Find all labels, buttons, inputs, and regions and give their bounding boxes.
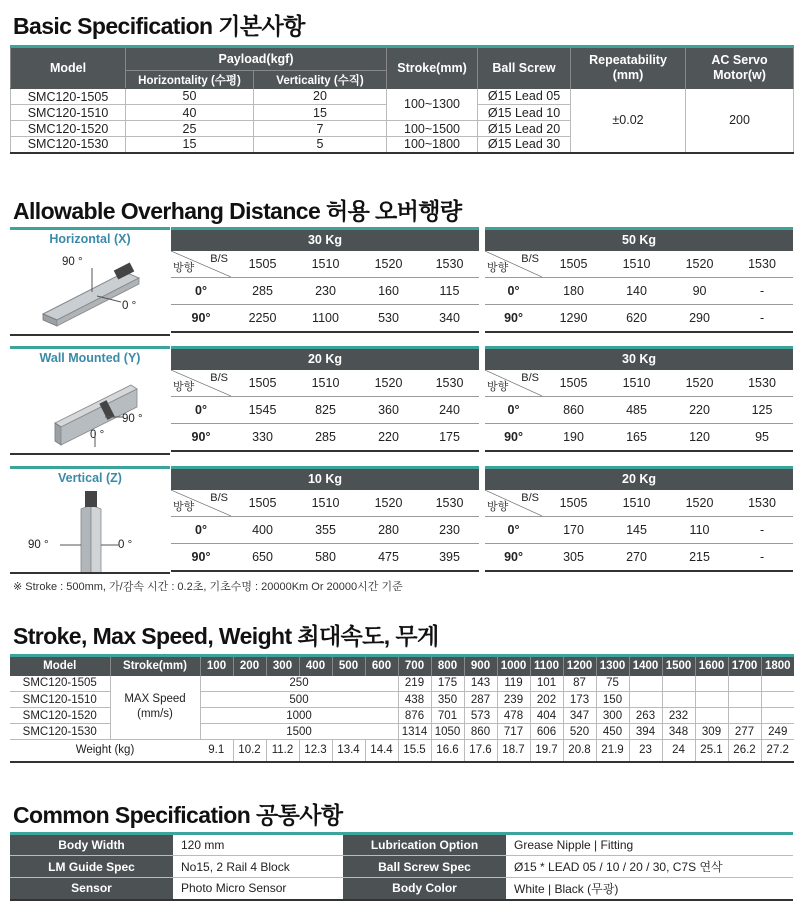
stroke-header: 1300 (596, 656, 629, 676)
bs-direction-corner (482, 370, 542, 397)
weight-row (10, 740, 794, 762)
wall-actuator-icon (15, 371, 165, 451)
angle-90-label: 90 ° (122, 413, 143, 425)
section-title-common: Common Specification 공통사항 (13, 802, 343, 828)
spec-key: Sensor (10, 878, 173, 900)
model-cell: SMC120-1530 (10, 724, 110, 740)
col-header: 1505 (542, 490, 605, 517)
speed-cell: 573 (464, 708, 497, 724)
value-cell: 620 (605, 305, 668, 332)
col-header: 1505 (231, 370, 294, 397)
col-header: 1510 (294, 370, 357, 397)
value-cell: 1545 (231, 397, 294, 424)
angle-0-label: 0 ° (122, 300, 137, 312)
table-row (171, 370, 793, 397)
weight-cell: 12.3 (299, 740, 332, 762)
header-verticality: Verticality (수직) (254, 71, 387, 89)
speed-cell: 300 (596, 708, 629, 724)
empty-cell (728, 708, 761, 724)
speed-cell: 350 (431, 692, 464, 708)
weight-cell: 9.1 (200, 740, 233, 762)
bs-label: B/S (210, 252, 228, 265)
value-cell: 280 (357, 517, 420, 544)
direction-label: 방향 (487, 262, 509, 274)
speed-cell: 717 (497, 724, 530, 740)
table-row (10, 878, 793, 900)
empty-cell (629, 676, 662, 692)
stroke-cell: 100~1300 (387, 89, 478, 121)
model-cell: SMC120-1510 (11, 105, 126, 121)
value-cell: 220 (668, 397, 731, 424)
stroke-header: 600 (365, 656, 398, 676)
spec-value: Photo Micro Sensor (173, 878, 343, 900)
speed-cell: 101 (530, 676, 563, 692)
table-row (10, 856, 793, 878)
col-header: 1530 (731, 251, 793, 278)
overhang-vertical-table (171, 466, 793, 572)
speed-base-cell: 1500 (200, 724, 398, 740)
section-title-basic: Basic Specification 기본사항 (13, 13, 305, 39)
speed-cell: 143 (464, 676, 497, 692)
value-cell: 175 (420, 424, 482, 451)
speed-cell: 150 (596, 692, 629, 708)
speed-cell: 701 (431, 708, 464, 724)
speed-cell: 438 (398, 692, 431, 708)
value-cell: 290 (668, 305, 731, 332)
max-speed-label-line1: MAX Speed (124, 693, 186, 706)
angle-90-label: 90 ° (28, 539, 49, 551)
value-cell: 115 (420, 278, 482, 305)
vertical-label: Vertical (Z) (58, 471, 122, 485)
value-cell: 120 (668, 424, 731, 451)
angle-0-label: 0 ° (118, 539, 133, 551)
angle-cell: 90° (482, 424, 542, 451)
bs-direction-corner (171, 490, 231, 517)
table-row (171, 517, 793, 544)
speed-base-cell: 250 (200, 676, 398, 692)
stroke-header: 300 (266, 656, 299, 676)
stroke-header: 1100 (530, 656, 563, 676)
speed-cell: 263 (629, 708, 662, 724)
col-header: 1530 (420, 370, 482, 397)
value-cell: 160 (357, 278, 420, 305)
table-row (11, 89, 794, 105)
col-header: 1520 (357, 251, 420, 278)
weight-cell: 23 (629, 740, 662, 762)
value-cell: 125 (731, 397, 793, 424)
stroke-header: 1800 (761, 656, 794, 676)
table-row (171, 251, 793, 278)
vertical-actuator-icon (15, 489, 165, 574)
vertical-diagram-panel (10, 466, 170, 574)
weight-cell: 21.9 (596, 740, 629, 762)
load-header: 30 Kg (171, 229, 482, 251)
header-stroke: Stroke(mm) (387, 47, 478, 89)
max-speed-label (110, 676, 200, 740)
speed-weight-table (10, 654, 794, 763)
spec-key: LM Guide Spec (10, 856, 173, 878)
direction-label: 방향 (487, 381, 509, 393)
header-model: Model (11, 47, 126, 89)
table-row (10, 676, 794, 692)
value-cell: 340 (420, 305, 482, 332)
empty-cell (662, 676, 695, 692)
vertical-payload: 5 (254, 137, 387, 153)
speed-cell: 202 (530, 692, 563, 708)
speed-cell: 478 (497, 708, 530, 724)
load-header: 20 Kg (171, 348, 482, 370)
speed-cell: 450 (596, 724, 629, 740)
speed-cell: 119 (497, 676, 530, 692)
stroke-header: 400 (299, 656, 332, 676)
bs-label: B/S (521, 491, 540, 504)
col-header: 1505 (231, 251, 294, 278)
value-cell: 860 (542, 397, 605, 424)
angle-cell: 90° (171, 544, 231, 571)
value-cell: 330 (231, 424, 294, 451)
value-cell: 90 (668, 278, 731, 305)
model-cell: SMC120-1510 (10, 692, 110, 708)
weight-cell: 14.4 (365, 740, 398, 762)
speed-cell: 876 (398, 708, 431, 724)
col-header: 1530 (420, 490, 482, 517)
speed-cell: 520 (563, 724, 596, 740)
horizontal-payload: 50 (126, 89, 254, 105)
panel-bottom-rule (10, 334, 170, 336)
weight-cell: 10.2 (233, 740, 266, 762)
value-cell: 650 (231, 544, 294, 571)
weight-cell: 18.7 (497, 740, 530, 762)
col-header: 1530 (731, 370, 793, 397)
angle-cell: 90° (482, 305, 542, 332)
speed-cell: 249 (761, 724, 794, 740)
horizontal-label: Horizontal (X) (49, 232, 131, 246)
col-header: 1530 (420, 251, 482, 278)
header-motor-line1: AC Servo (711, 53, 768, 68)
header-horizontality: Horizontality (수평) (126, 71, 254, 89)
stroke-header: 700 (398, 656, 431, 676)
stroke-header: 200 (233, 656, 266, 676)
speed-base-cell: 1000 (200, 708, 398, 724)
value-cell: 270 (605, 544, 668, 571)
col-header: 1510 (294, 251, 357, 278)
stroke-header: 1500 (662, 656, 695, 676)
weight-cell: 11.2 (266, 740, 299, 762)
value-cell: 580 (294, 544, 357, 571)
col-header: 1510 (294, 490, 357, 517)
weight-cell: 25.1 (695, 740, 728, 762)
empty-cell (728, 676, 761, 692)
angle-cell: 0° (171, 517, 231, 544)
ball-screw-cell: Ø15 Lead 10 (478, 105, 571, 121)
bs-direction-corner (482, 490, 542, 517)
empty-cell (662, 692, 695, 708)
value-cell: 360 (357, 397, 420, 424)
col-header: 1520 (668, 370, 731, 397)
bs-label: B/S (521, 252, 540, 265)
weight-cell: 15.5 (398, 740, 431, 762)
spec-value: No15, 2 Rail 4 Block (173, 856, 343, 878)
weight-cell: 17.6 (464, 740, 497, 762)
bs-direction-corner (482, 251, 542, 278)
weight-cell: 16.6 (431, 740, 464, 762)
value-cell: 285 (294, 424, 357, 451)
model-cell: SMC120-1505 (10, 676, 110, 692)
panel-bottom-rule (10, 572, 170, 574)
table-row (171, 490, 793, 517)
basic-spec-table (10, 45, 794, 154)
model-cell: SMC120-1520 (11, 121, 126, 137)
value-cell: 395 (420, 544, 482, 571)
col-header: 1530 (731, 490, 793, 517)
speed-base-cell: 500 (200, 692, 398, 708)
value-cell: - (731, 278, 793, 305)
table-row (171, 397, 793, 424)
ball-screw-cell: Ø15 Lead 30 (478, 137, 571, 153)
speed-cell: 348 (662, 724, 695, 740)
angle-cell: 0° (482, 278, 542, 305)
weight-cell: 19.7 (530, 740, 563, 762)
stroke-cell: 100~1800 (387, 137, 478, 153)
empty-cell (728, 692, 761, 708)
overhang-horizontal-table (171, 227, 793, 333)
model-cell: SMC120-1520 (10, 708, 110, 724)
value-cell: - (731, 305, 793, 332)
col-header: 1505 (542, 370, 605, 397)
load-header: 20 Kg (482, 468, 793, 490)
wall-label: Wall Mounted (Y) (39, 351, 141, 365)
col-header: 1510 (605, 251, 668, 278)
value-cell: 170 (542, 517, 605, 544)
speed-cell: 277 (728, 724, 761, 740)
header-ball-screw: Ball Screw (478, 47, 571, 89)
angle-cell: 0° (171, 397, 231, 424)
spec-value: White | Black (무광) (506, 878, 793, 900)
spec-value: 120 mm (173, 834, 343, 856)
header-repeatability (571, 47, 686, 89)
speed-cell: 309 (695, 724, 728, 740)
direction-label: 방향 (173, 381, 195, 393)
vertical-payload: 20 (254, 89, 387, 105)
header-repeatability-line1: Repeatability (589, 53, 667, 68)
header-payload: Payload(kgf) (126, 47, 387, 71)
stroke-header: 1000 (497, 656, 530, 676)
bs-direction-corner (171, 370, 231, 397)
speed-cell: 347 (563, 708, 596, 724)
section-title-overhang: Allowable Overhang Distance 허용 오버행량 (13, 198, 462, 224)
value-cell: 230 (420, 517, 482, 544)
header-model: Model (10, 656, 110, 676)
value-cell: 215 (668, 544, 731, 571)
speed-cell: 1050 (431, 724, 464, 740)
section-title-speed: Stroke, Max Speed, Weight 최대속도, 무게 (13, 623, 439, 649)
footnote: ※ Stroke : 500mm, 가/감속 시간 : 0.2초, 기초수명 : 20000Km Or 20000시간 기준 (13, 581, 403, 593)
speed-cell: 75 (596, 676, 629, 692)
value-cell: - (731, 517, 793, 544)
vertical-payload: 15 (254, 105, 387, 121)
common-spec-table (10, 832, 793, 901)
table-row (171, 544, 793, 571)
ball-screw-cell: Ø15 Lead 05 (478, 89, 571, 105)
stroke-header: 100 (200, 656, 233, 676)
angle-cell: 0° (171, 278, 231, 305)
horizontal-diagram-panel (10, 227, 170, 336)
spec-key: Lubrication Option (343, 834, 506, 856)
speed-cell: 606 (530, 724, 563, 740)
spec-value: Grease Nipple | Fitting (506, 834, 793, 856)
value-cell: 285 (231, 278, 294, 305)
weight-cell: 24 (662, 740, 695, 762)
stroke-header: 500 (332, 656, 365, 676)
angle-cell: 90° (482, 544, 542, 571)
header-repeatability-line2: (mm) (612, 68, 644, 83)
value-cell: 240 (420, 397, 482, 424)
col-header: 1505 (231, 490, 294, 517)
col-header: 1510 (605, 490, 668, 517)
spec-key: Body Width (10, 834, 173, 856)
load-header: 10 Kg (171, 468, 482, 490)
empty-cell (761, 708, 794, 724)
weight-cell: 20.8 (563, 740, 596, 762)
weight-cell: 27.2 (761, 740, 794, 762)
load-header: 50 Kg (482, 229, 793, 251)
empty-cell (629, 692, 662, 708)
weight-cell: 13.4 (332, 740, 365, 762)
speed-cell: 860 (464, 724, 497, 740)
spec-value: Ø15 * LEAD 05 / 10 / 20 / 30, C7S 연삭 (506, 856, 793, 878)
max-speed-label-line2: (mm/s) (137, 708, 173, 721)
value-cell: 180 (542, 278, 605, 305)
value-cell: 95 (731, 424, 793, 451)
speed-cell: 219 (398, 676, 431, 692)
value-cell: 2250 (231, 305, 294, 332)
speed-cell: 175 (431, 676, 464, 692)
repeatability-value: ±0.02 (571, 89, 686, 153)
angle-90-label: 90 ° (62, 256, 83, 268)
panel-bottom-rule (10, 453, 170, 455)
model-cell: SMC120-1530 (11, 137, 126, 153)
value-cell: 530 (357, 305, 420, 332)
bs-label: B/S (210, 491, 228, 504)
col-header: 1520 (357, 490, 420, 517)
bs-direction-corner (171, 251, 231, 278)
stroke-cell: 100~1500 (387, 121, 478, 137)
speed-cell: 287 (464, 692, 497, 708)
value-cell: 355 (294, 517, 357, 544)
horizontal-payload: 25 (126, 121, 254, 137)
direction-label: 방향 (173, 501, 195, 513)
value-cell: 220 (357, 424, 420, 451)
speed-cell: 173 (563, 692, 596, 708)
model-cell: SMC120-1505 (11, 89, 126, 105)
table-row (171, 278, 793, 305)
value-cell: 825 (294, 397, 357, 424)
value-cell: 230 (294, 278, 357, 305)
value-cell: 485 (605, 397, 668, 424)
weight-cell: 26.2 (728, 740, 761, 762)
angle-0-label: 0 ° (90, 429, 105, 441)
spec-key: Body Color (343, 878, 506, 900)
header-motor-line2: Motor(w) (713, 68, 766, 83)
weight-label: Weight (kg) (10, 740, 200, 762)
empty-cell (761, 692, 794, 708)
motor-value: 200 (686, 89, 794, 153)
direction-label: 방향 (487, 501, 509, 513)
empty-cell (695, 708, 728, 724)
table-row (171, 305, 793, 332)
col-header: 1520 (668, 490, 731, 517)
speed-cell: 87 (563, 676, 596, 692)
col-header: 1505 (542, 251, 605, 278)
stroke-header: 900 (464, 656, 497, 676)
value-cell: - (731, 544, 793, 571)
value-cell: 190 (542, 424, 605, 451)
vertical-payload: 7 (254, 121, 387, 137)
speed-cell: 1314 (398, 724, 431, 740)
value-cell: 145 (605, 517, 668, 544)
value-cell: 1290 (542, 305, 605, 332)
table-row (171, 424, 793, 451)
angle-cell: 90° (171, 424, 231, 451)
table-row (10, 834, 793, 856)
value-cell: 400 (231, 517, 294, 544)
horizontal-payload: 15 (126, 137, 254, 153)
value-cell: 110 (668, 517, 731, 544)
stroke-header: 1700 (728, 656, 761, 676)
stroke-header: 800 (431, 656, 464, 676)
value-cell: 475 (357, 544, 420, 571)
stroke-header: 1200 (563, 656, 596, 676)
header-motor (686, 47, 794, 89)
empty-cell (695, 676, 728, 692)
wall-diagram-panel (10, 346, 170, 455)
empty-cell (761, 676, 794, 692)
angle-cell: 0° (482, 397, 542, 424)
speed-cell: 394 (629, 724, 662, 740)
empty-cell (695, 692, 728, 708)
speed-cell: 232 (662, 708, 695, 724)
value-cell: 305 (542, 544, 605, 571)
stroke-header: 1600 (695, 656, 728, 676)
value-cell: 140 (605, 278, 668, 305)
angle-cell: 90° (171, 305, 231, 332)
overhang-wall-table (171, 346, 793, 452)
load-header: 30 Kg (482, 348, 793, 370)
header-stroke: Stroke(mm) (110, 656, 200, 676)
col-header: 1520 (668, 251, 731, 278)
col-header: 1520 (357, 370, 420, 397)
stroke-header: 1400 (629, 656, 662, 676)
value-cell: 165 (605, 424, 668, 451)
direction-label: 방향 (173, 262, 195, 274)
spec-key: Ball Screw Spec (343, 856, 506, 878)
value-cell: 1100 (294, 305, 357, 332)
bs-label: B/S (210, 371, 228, 384)
speed-cell: 239 (497, 692, 530, 708)
col-header: 1510 (605, 370, 668, 397)
horizontal-payload: 40 (126, 105, 254, 121)
speed-cell: 404 (530, 708, 563, 724)
angle-cell: 0° (482, 517, 542, 544)
ball-screw-cell: Ø15 Lead 20 (478, 121, 571, 137)
bs-label: B/S (521, 371, 540, 384)
horizontal-actuator-icon (15, 252, 165, 332)
